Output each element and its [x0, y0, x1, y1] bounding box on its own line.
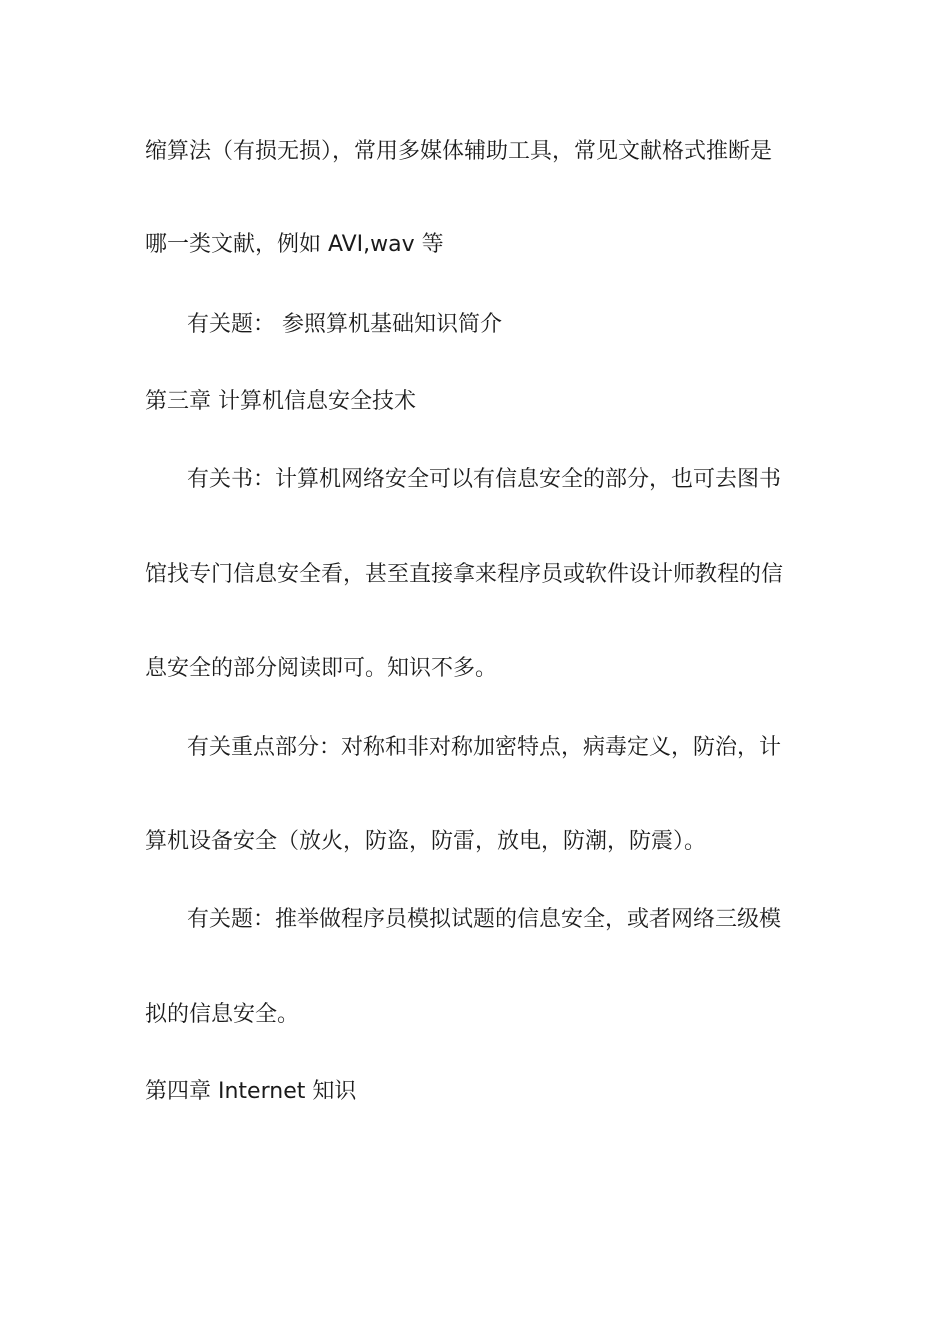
paragraph-line: 馆找专门信息安全看，甚至直接拿来程序员或软件设计师教程的信	[145, 562, 784, 587]
paragraph-line: 哪一类文献，例如 AVI,wav 等	[145, 232, 444, 257]
paragraph-line: 算机设备安全（放火，防盗，防雷，放电，防潮，防震）。	[145, 829, 707, 854]
paragraph-line: 息安全的部分阅读即可。知识不多。	[145, 656, 498, 681]
paragraph-line: 有关题： 参照算机基础知识简介	[187, 312, 502, 337]
paragraph-line: 有关题：推举做程序员模拟试题的信息安全，或者网络三级模	[187, 907, 782, 932]
paragraph-line: 有关重点部分：对称和非对称加密特点，病毒定义，防治，计	[187, 735, 782, 760]
chapter-heading: 第三章 计算机信息安全技术	[145, 389, 416, 414]
chapter-heading: 第四章 Internet 知识	[145, 1079, 357, 1104]
paragraph-line: 有关书：计算机网络安全可以有信息安全的部分，也可去图书	[187, 467, 782, 492]
paragraph-line: 缩算法（有损无损），常用多媒体辅助工具，常见文献格式推断是	[145, 139, 773, 164]
paragraph-line: 拟的信息安全。	[145, 1002, 300, 1027]
